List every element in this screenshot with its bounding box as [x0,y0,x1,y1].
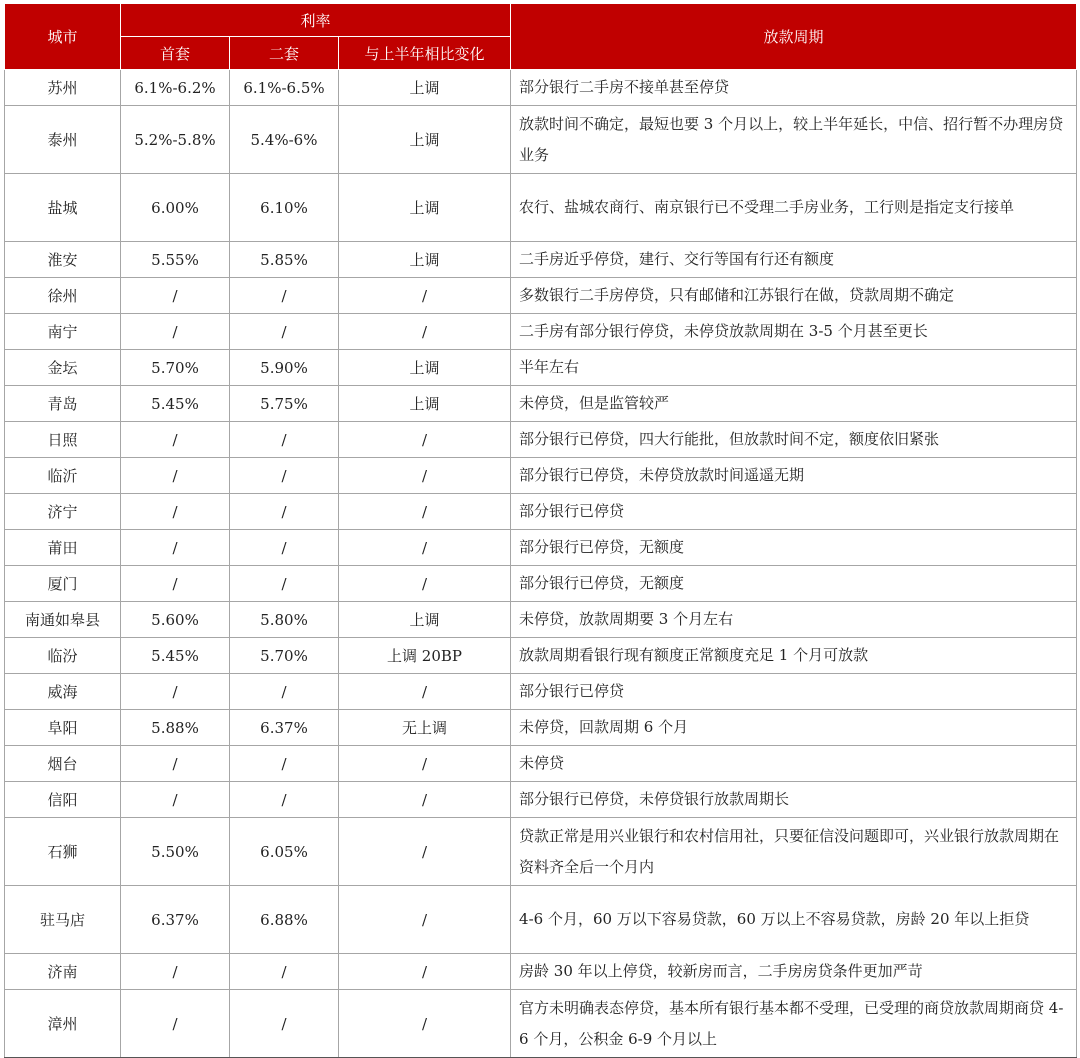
city-cell: 阜阳 [5,710,121,746]
rate-change-cell: 上调 [339,106,511,174]
header-change: 与上半年相比变化 [339,37,511,70]
first-home-rate-cell: 5.45% [121,638,230,674]
city-cell: 青岛 [5,386,121,422]
city-cell: 石狮 [5,818,121,886]
table-row [5,710,1077,746]
loan-cycle-cell: 未停贷，放款周期要 3 个月左右 [511,602,1077,638]
header-first-home: 首套 [121,37,230,70]
second-home-rate-cell: 6.37% [230,710,339,746]
rate-change-cell: 上调 [339,386,511,422]
city-cell: 金坛 [5,350,121,386]
city-cell: 淮安 [5,242,121,278]
loan-cycle-cell: 放款周期看银行现有额度正常额度充足 1 个月可放款 [511,638,1077,674]
loan-cycle-cell: 农行、盐城农商行、南京银行已不受理二手房业务，工行则是指定支行接单 [511,174,1077,242]
city-cell: 南通如皋县 [5,602,121,638]
first-home-rate-cell: / [121,954,230,990]
rate-change-cell: / [339,278,511,314]
loan-cycle-cell: 贷款正常是用兴业银行和农村信用社，只要征信没问题即可，兴业银行放款周期在资料齐全后一个月内 [511,818,1077,886]
city-cell: 临汾 [5,638,121,674]
second-home-rate-cell: / [230,674,339,710]
table-row [5,278,1077,314]
first-home-rate-cell: / [121,278,230,314]
second-home-rate-cell: / [230,782,339,818]
table-row [5,954,1077,990]
first-home-rate-cell: 6.37% [121,886,230,954]
first-home-rate-cell: / [121,566,230,602]
first-home-rate-cell: 5.60% [121,602,230,638]
table-row [5,422,1077,458]
loan-cycle-cell: 部分银行已停贷 [511,494,1077,530]
loan-cycle-cell: 二手房近乎停贷，建行、交行等国有行还有额度 [511,242,1077,278]
loan-cycle-cell: 部分银行已停贷 [511,674,1077,710]
rate-change-cell: 上调 [339,350,511,386]
loan-rate-table [4,3,1077,1058]
first-home-rate-cell: / [121,458,230,494]
second-home-rate-cell: 5.70% [230,638,339,674]
first-home-rate-cell: / [121,674,230,710]
city-cell: 厦门 [5,566,121,602]
rate-change-cell: 上调 [339,242,511,278]
loan-cycle-cell: 房龄 30 年以上停贷，较新房而言，二手房房贷条件更加严苛 [511,954,1077,990]
table-row [5,242,1077,278]
rate-change-cell: 上调 [339,70,511,106]
first-home-rate-cell: 5.88% [121,710,230,746]
second-home-rate-cell: / [230,278,339,314]
loan-cycle-cell: 部分银行已停贷，未停贷银行放款周期长 [511,782,1077,818]
second-home-rate-cell: / [230,530,339,566]
second-home-rate-cell: / [230,314,339,350]
second-home-rate-cell: / [230,566,339,602]
second-home-rate-cell: 6.10% [230,174,339,242]
loan-cycle-cell: 二手房有部分银行停贷，未停贷放款周期在 3-5 个月甚至更长 [511,314,1077,350]
header-city: 城市 [5,4,121,70]
first-home-rate-cell: 5.50% [121,818,230,886]
table-row [5,458,1077,494]
second-home-rate-cell: 5.85% [230,242,339,278]
city-cell: 南宁 [5,314,121,350]
second-home-rate-cell: 5.75% [230,386,339,422]
table-row [5,174,1077,242]
city-cell: 威海 [5,674,121,710]
loan-cycle-cell: 部分银行已停贷，未停贷放款时间遥遥无期 [511,458,1077,494]
rate-change-cell: / [339,782,511,818]
city-cell: 信阳 [5,782,121,818]
loan-cycle-cell: 部分银行已停贷，四大行能批，但放款时间不定，额度依旧紧张 [511,422,1077,458]
second-home-rate-cell: 5.80% [230,602,339,638]
first-home-rate-cell: / [121,494,230,530]
first-home-rate-cell: 5.2%-5.8% [121,106,230,174]
header-second-home: 二套 [230,37,339,70]
second-home-rate-cell: 6.05% [230,818,339,886]
city-cell: 济宁 [5,494,121,530]
first-home-rate-cell: 5.45% [121,386,230,422]
city-cell: 徐州 [5,278,121,314]
table-row [5,782,1077,818]
table-row [5,566,1077,602]
rate-change-cell: 无上调 [339,710,511,746]
second-home-rate-cell: / [230,990,339,1058]
rate-change-cell: / [339,954,511,990]
rate-change-cell: / [339,566,511,602]
loan-cycle-cell: 官方未明确表态停贷，基本所有银行基本都不受理，已受理的商贷放款周期商贷 4-6 个月，公积金 6-9 个月以上 [511,990,1077,1058]
loan-cycle-cell: 部分银行已停贷，无额度 [511,566,1077,602]
first-home-rate-cell: / [121,530,230,566]
loan-cycle-cell: 未停贷，回款周期 6 个月 [511,710,1077,746]
table-row [5,638,1077,674]
first-home-rate-cell: / [121,782,230,818]
second-home-rate-cell: / [230,458,339,494]
table-row [5,314,1077,350]
loan-cycle-cell: 部分银行二手房不接单甚至停贷 [511,70,1077,106]
table-row [5,350,1077,386]
rate-change-cell: / [339,314,511,350]
second-home-rate-cell: 6.1%-6.5% [230,70,339,106]
loan-cycle-cell: 放款时间不确定，最短也要 3 个月以上，较上半年延长，中信、招行暂不办理房贷业务 [511,106,1077,174]
city-cell: 莆田 [5,530,121,566]
table-row [5,674,1077,710]
table-row [5,70,1077,106]
first-home-rate-cell: 6.1%-6.2% [121,70,230,106]
second-home-rate-cell: / [230,494,339,530]
loan-cycle-cell: 4-6 个月，60 万以下容易贷款，60 万以上不容易贷款，房龄 20 年以上拒贷 [511,886,1077,954]
city-cell: 烟台 [5,746,121,782]
table-row [5,530,1077,566]
rate-change-cell: / [339,818,511,886]
city-cell: 漳州 [5,990,121,1058]
table-row [5,818,1077,886]
second-home-rate-cell: 5.90% [230,350,339,386]
loan-cycle-cell: 多数银行二手房停贷，只有邮储和江苏银行在做，贷款周期不确定 [511,278,1077,314]
city-cell: 盐城 [5,174,121,242]
rate-change-cell: / [339,674,511,710]
rate-change-cell: / [339,746,511,782]
second-home-rate-cell: 5.4%-6% [230,106,339,174]
loan-rate-table-container [4,3,1076,1058]
loan-cycle-cell: 未停贷 [511,746,1077,782]
header-rate-group: 利率 [121,4,511,37]
first-home-rate-cell: 6.00% [121,174,230,242]
loan-cycle-cell: 未停贷，但是监管较严 [511,386,1077,422]
table-row [5,494,1077,530]
loan-cycle-cell: 半年左右 [511,350,1077,386]
first-home-rate-cell: 5.55% [121,242,230,278]
first-home-rate-cell: / [121,746,230,782]
rate-change-cell: / [339,990,511,1058]
second-home-rate-cell: / [230,422,339,458]
city-cell: 驻马店 [5,886,121,954]
first-home-rate-cell: / [121,314,230,350]
table-row [5,886,1077,954]
header-cycle: 放款周期 [511,4,1077,70]
rate-change-cell: 上调 [339,602,511,638]
rate-change-cell: / [339,530,511,566]
table-row [5,386,1077,422]
rate-change-cell: 上调 20BP [339,638,511,674]
table-row [5,106,1077,174]
city-cell: 泰州 [5,106,121,174]
loan-cycle-cell: 部分银行已停贷，无额度 [511,530,1077,566]
first-home-rate-cell: / [121,422,230,458]
first-home-rate-cell: 5.70% [121,350,230,386]
second-home-rate-cell: / [230,954,339,990]
city-cell: 济南 [5,954,121,990]
city-cell: 临沂 [5,458,121,494]
second-home-rate-cell: 6.88% [230,886,339,954]
rate-change-cell: / [339,458,511,494]
first-home-rate-cell: / [121,990,230,1058]
rate-change-cell: 上调 [339,174,511,242]
city-cell: 苏州 [5,70,121,106]
rate-change-cell: / [339,886,511,954]
city-cell: 日照 [5,422,121,458]
rate-change-cell: / [339,494,511,530]
table-row [5,602,1077,638]
table-row [5,746,1077,782]
second-home-rate-cell: / [230,746,339,782]
rate-change-cell: / [339,422,511,458]
